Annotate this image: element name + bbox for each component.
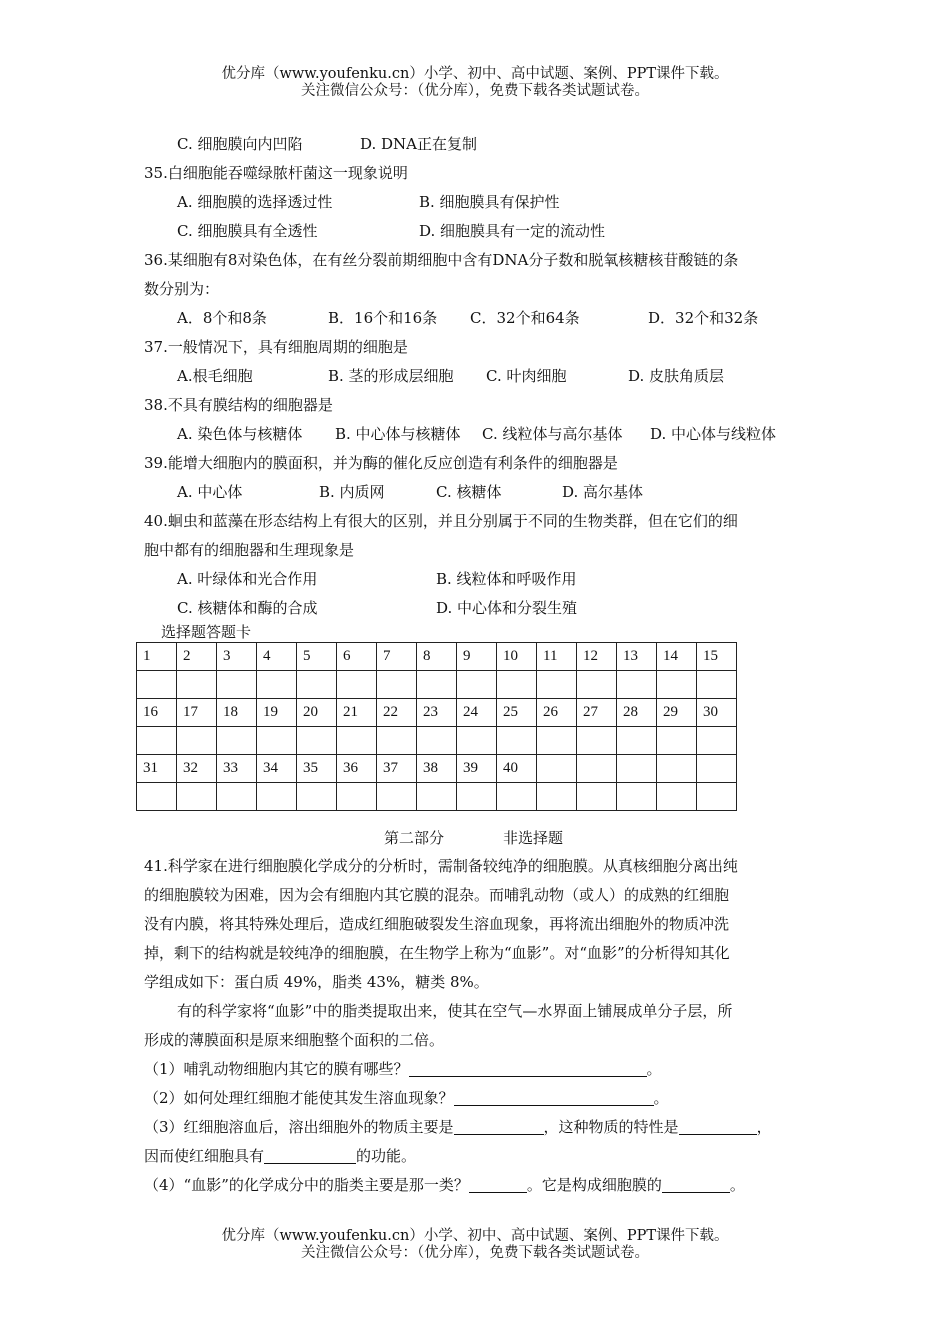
option-b: B. 内质网 — [319, 483, 385, 501]
option-c: C. 核糖体 — [436, 483, 502, 501]
answer-card-number-cell: 27 — [577, 699, 617, 727]
answer-card-answer-cell[interactable] — [137, 727, 177, 755]
answer-card-number-cell: 24 — [457, 699, 497, 727]
option-c: C．32个和64条 — [470, 309, 580, 327]
answer-card-answer-cell[interactable] — [497, 783, 537, 811]
answer-card-answer-cell[interactable] — [377, 783, 417, 811]
questions-section — [144, 130, 812, 623]
answer-card-number-cell: 13 — [617, 643, 657, 671]
q34-options — [144, 130, 812, 159]
answer-card-number-cell — [617, 755, 657, 783]
q35-options-ab — [144, 188, 812, 217]
answer-card-answer-cell[interactable] — [617, 727, 657, 755]
header-line-2: 关注微信公众号：（优分库），免费下载各类试题试卷。 — [301, 83, 649, 99]
sub-4-text-b: 。它是构成细胞膜的 — [526, 1176, 662, 1194]
answer-card-number-cell: 4 — [257, 643, 297, 671]
q37-options — [144, 362, 812, 391]
answer-card-number-row — [137, 699, 737, 727]
answer-card-answer-row — [137, 671, 737, 699]
answer-card-number-cell: 33 — [217, 755, 257, 783]
option-d: D. DNA正在复制 — [360, 135, 478, 153]
q41-line-5: 学组成如下：蛋白质 49%，脂类 43%，糖类 8%。 — [144, 973, 489, 991]
answer-card-answer-cell[interactable] — [417, 727, 457, 755]
q41-sub-4 — [144, 1171, 812, 1200]
option-b: B. 茎的形成层细胞 — [328, 367, 454, 385]
answer-card-answer-cell[interactable] — [297, 727, 337, 755]
answer-card-number-cell: 25 — [497, 699, 537, 727]
answer-card-answer-cell[interactable] — [177, 727, 217, 755]
answer-card-number-cell: 12 — [577, 643, 617, 671]
answer-card-number-cell: 21 — [337, 699, 377, 727]
answer-card-answer-cell[interactable] — [617, 783, 657, 811]
answer-card-number-cell — [537, 755, 577, 783]
q36-stem-1: 36.某细胞有8对染色体，在有丝分裂前期细胞中含有DNA分子数和脱氧核糖核苷酸链的条 — [144, 251, 739, 269]
answer-card-number-cell: 37 — [377, 755, 417, 783]
q40-stem-2: 胞中都有的细胞器和生理现象是 — [144, 541, 355, 559]
answer-card-number-row — [137, 643, 737, 671]
answer-card-answer-row — [137, 727, 737, 755]
header-line-1: 优分库（www.youfenku.cn）小学、初中、高中试题、案例、PPT课件下载。 — [221, 66, 729, 82]
q40-options-cd — [144, 594, 812, 623]
answer-card-number-cell: 36 — [337, 755, 377, 783]
answer-card-number-cell: 20 — [297, 699, 337, 727]
answer-blank-4a[interactable] — [469, 1176, 527, 1193]
sub-2-end: 。 — [653, 1089, 669, 1107]
answer-card-answer-cell[interactable] — [257, 783, 297, 811]
answer-blank-2[interactable] — [454, 1089, 654, 1106]
answer-card-answer-cell[interactable] — [137, 671, 177, 699]
sub-3-text-d: 因而使红细胞具有 — [144, 1147, 265, 1165]
answer-card-answer-cell[interactable] — [337, 727, 377, 755]
q41-line-6: 有的科学家将“血影”中的脂类提取出来，使其在空气—水界面上铺展成单分子层，所 — [177, 1002, 733, 1020]
answer-card-answer-cell[interactable] — [657, 671, 697, 699]
option-b: B. 中心体与核糖体 — [335, 425, 461, 443]
answer-card-answer-cell[interactable] — [457, 671, 497, 699]
answer-card-number-cell: 39 — [457, 755, 497, 783]
q41-line-3: 没有内膜，将其特殊处理后，造成红细胞破裂发生溶血现象，再将流出细胞外的物质冲洗 — [144, 915, 730, 933]
answer-card-answer-cell[interactable] — [537, 671, 577, 699]
option-c: C. 核糖体和酶的合成 — [177, 599, 318, 617]
answer-blank-1[interactable] — [409, 1060, 647, 1077]
q41-intro — [144, 852, 812, 1055]
option-a: A. 染色体与核糖体 — [177, 425, 303, 443]
option-d: D. 细胞膜具有一定的流动性 — [419, 222, 606, 240]
answer-card-answer-cell[interactable] — [577, 727, 617, 755]
answer-card-answer-cell[interactable] — [297, 783, 337, 811]
q41-sub-2 — [144, 1084, 812, 1113]
option-c: C. 线粒体与高尔基体 — [482, 425, 623, 443]
answer-card-answer-cell[interactable] — [377, 727, 417, 755]
answer-card-number-row — [137, 755, 737, 783]
sub-1-text: （1）哺乳动物细胞内其它的膜有哪些？ — [144, 1060, 409, 1078]
option-b: B. 线粒体和呼吸作用 — [436, 570, 577, 588]
answer-card-number-cell: 8 — [417, 643, 457, 671]
sub-3-text-b: ，这种物质的特性是 — [543, 1118, 679, 1136]
answer-card-number-cell: 15 — [697, 643, 737, 671]
q41-subquestions — [144, 1055, 812, 1200]
answer-card-number-cell: 18 — [217, 699, 257, 727]
answer-card-answer-cell[interactable] — [257, 671, 297, 699]
answer-card-answer-cell[interactable] — [697, 783, 737, 811]
answer-card-answer-cell[interactable] — [297, 671, 337, 699]
answer-card-number-cell: 6 — [337, 643, 377, 671]
answer-card-answer-row — [137, 783, 737, 811]
answer-card-number-cell — [657, 755, 697, 783]
answer-card-answer-cell[interactable] — [137, 783, 177, 811]
option-d: D. 皮肤角质层 — [628, 367, 725, 385]
q36-stem-2: 数分别为： — [144, 280, 220, 298]
answer-card-number-cell: 30 — [697, 699, 737, 727]
option-d: D. 中心体和分裂生殖 — [436, 599, 578, 617]
answer-card-number-cell: 11 — [537, 643, 577, 671]
answer-card-number-cell: 10 — [497, 643, 537, 671]
answer-card-number-cell: 31 — [137, 755, 177, 783]
answer-card-number-cell: 3 — [217, 643, 257, 671]
q38-options — [144, 420, 812, 449]
answer-card-number-cell: 22 — [377, 699, 417, 727]
sub-1-end: 。 — [646, 1060, 662, 1078]
option-d: D. 高尔基体 — [562, 483, 644, 501]
part-two-subtitle: 非选择题 — [503, 829, 564, 847]
answer-card-answer-cell[interactable] — [377, 671, 417, 699]
answer-card-number-cell: 23 — [417, 699, 457, 727]
option-a: A. 叶绿体和光合作用 — [177, 570, 318, 588]
answer-card-number-cell: 5 — [297, 643, 337, 671]
answer-card-answer-cell[interactable] — [537, 727, 577, 755]
answer-card-answer-cell[interactable] — [697, 671, 737, 699]
option-b: B. 细胞膜具有保护性 — [419, 193, 560, 211]
answer-card-number-cell: 9 — [457, 643, 497, 671]
answer-card-answer-cell[interactable] — [497, 671, 537, 699]
answer-card-number-cell — [697, 755, 737, 783]
answer-card-answer-cell[interactable] — [497, 727, 537, 755]
answer-card-number-cell: 14 — [657, 643, 697, 671]
answer-blank-3c[interactable] — [264, 1147, 356, 1164]
option-b: B．16个和16条 — [328, 309, 438, 327]
part-two-label: 第二部分 — [384, 829, 445, 847]
answer-card-answer-cell[interactable] — [697, 727, 737, 755]
footer-line-2: 关注微信公众号：（优分库），免费下载各类试题试卷。 — [301, 1245, 649, 1261]
answer-card-answer-cell[interactable] — [457, 783, 497, 811]
answer-card-number-cell: 17 — [177, 699, 217, 727]
answer-card-answer-cell[interactable] — [417, 783, 457, 811]
page-footer — [0, 1228, 950, 1262]
q41-sub-3-cont — [144, 1142, 812, 1171]
answer-card-answer-cell[interactable] — [577, 671, 617, 699]
q38-stem: 38.不具有膜结构的细胞器是 — [144, 396, 333, 414]
answer-card-answer-cell[interactable] — [177, 783, 217, 811]
q35-stem: 35.白细胞能吞噬绿脓杆菌这一现象说明 — [144, 164, 408, 182]
answer-card-answer-cell[interactable] — [257, 727, 297, 755]
option-c: C. 细胞膜向内凹陷 — [177, 135, 303, 153]
answer-card-number-cell: 16 — [137, 699, 177, 727]
sub-3-text-e: 的功能。 — [356, 1147, 417, 1165]
answer-card-number-cell: 28 — [617, 699, 657, 727]
answer-card-answer-cell[interactable] — [577, 783, 617, 811]
sub-4-text-c: 。 — [729, 1176, 745, 1194]
sub-3-text-c: ， — [756, 1118, 772, 1136]
answer-card-answer-cell[interactable] — [217, 671, 257, 699]
footer-line-1: 优分库（www.youfenku.cn）小学、初中、高中试题、案例、PPT课件下载。 — [221, 1228, 729, 1244]
q40-stem-1: 40.蛔虫和蓝藻在形态结构上有很大的区别，并且分别属于不同的生物类群，但在它们的细 — [144, 512, 738, 530]
q39-stem: 39.能增大细胞内的膜面积，并为酶的催化反应创造有利条件的细胞器是 — [144, 454, 618, 472]
q41-sub-3 — [144, 1113, 812, 1142]
sub-2-text: （2）如何处理红细胞才能使其发生溶血现象？ — [144, 1089, 454, 1107]
q40-options-ab — [144, 565, 812, 594]
option-a: A. 细胞膜的选择透过性 — [177, 193, 333, 211]
q36-options — [144, 304, 812, 333]
answer-card-number-cell: 35 — [297, 755, 337, 783]
answer-card-table — [136, 642, 737, 811]
page-header — [0, 66, 950, 100]
answer-card-answer-cell[interactable] — [217, 727, 257, 755]
q41-line-7: 形成的薄膜面积是原来细胞整个面积的二倍。 — [144, 1031, 445, 1049]
q35-options-cd — [144, 217, 812, 246]
answer-card-answer-cell[interactable] — [177, 671, 217, 699]
answer-card-title: 选择题答题卡 — [161, 623, 252, 641]
option-d: D．32个和32条 — [648, 309, 759, 327]
answer-card-number-cell: 26 — [537, 699, 577, 727]
answer-card-answer-cell[interactable] — [457, 727, 497, 755]
option-a: A．8个和8条 — [177, 309, 267, 327]
answer-blank-4b[interactable] — [662, 1176, 730, 1193]
answer-card-answer-cell[interactable] — [217, 783, 257, 811]
answer-card-answer-cell[interactable] — [657, 783, 697, 811]
sub-4-text-a: （4）“血影”的化学成分中的脂类主要是那一类？ — [144, 1176, 469, 1194]
answer-card-number-cell — [577, 755, 617, 783]
answer-card-number-cell: 40 — [497, 755, 537, 783]
q41-line-2: 的细胞膜较为困难，因为会有细胞内其它膜的混杂。而哺乳动物（或人）的成熟的红细胞 — [144, 886, 730, 904]
answer-card-number-cell: 34 — [257, 755, 297, 783]
answer-card-number-cell: 2 — [177, 643, 217, 671]
option-a: A. 中心体 — [177, 483, 243, 501]
answer-card-number-cell: 29 — [657, 699, 697, 727]
answer-card-number-cell: 7 — [377, 643, 417, 671]
answer-card-number-cell: 1 — [137, 643, 177, 671]
option-c: C. 叶肉细胞 — [486, 367, 567, 385]
option-a: A.根毛细胞 — [177, 367, 253, 385]
q39-options — [144, 478, 812, 507]
q37-stem: 37.一般情况下，具有细胞周期的细胞是 — [144, 338, 408, 356]
answer-blank-3b[interactable] — [679, 1118, 757, 1135]
answer-card-answer-cell[interactable] — [617, 671, 657, 699]
q41-line-4: 掉，剩下的结构就是较纯净的细胞膜，在生物学上称为“血影”。对“血影”的分析得知其化 — [144, 944, 730, 962]
sub-3-text-a: （3）红细胞溶血后，溶出细胞外的物质主要是 — [144, 1118, 454, 1136]
answer-card-answer-cell[interactable] — [537, 783, 577, 811]
q41-sub-1 — [144, 1055, 812, 1084]
answer-card-answer-cell[interactable] — [417, 671, 457, 699]
answer-card-number-cell: 38 — [417, 755, 457, 783]
option-c: C. 细胞膜具有全透性 — [177, 222, 318, 240]
answer-blank-3a[interactable] — [454, 1118, 544, 1135]
answer-card-answer-cell[interactable] — [337, 783, 377, 811]
answer-card-number-cell: 19 — [257, 699, 297, 727]
answer-card-number-cell: 32 — [177, 755, 217, 783]
answer-card-answer-cell[interactable] — [657, 727, 697, 755]
answer-card-answer-cell[interactable] — [337, 671, 377, 699]
option-d: D. 中心体与线粒体 — [650, 425, 777, 443]
q41-line-1: 41.科学家在进行细胞膜化学成分的分析时，需制备较纯净的细胞膜。从真核细胞分离出纯 — [144, 857, 738, 875]
